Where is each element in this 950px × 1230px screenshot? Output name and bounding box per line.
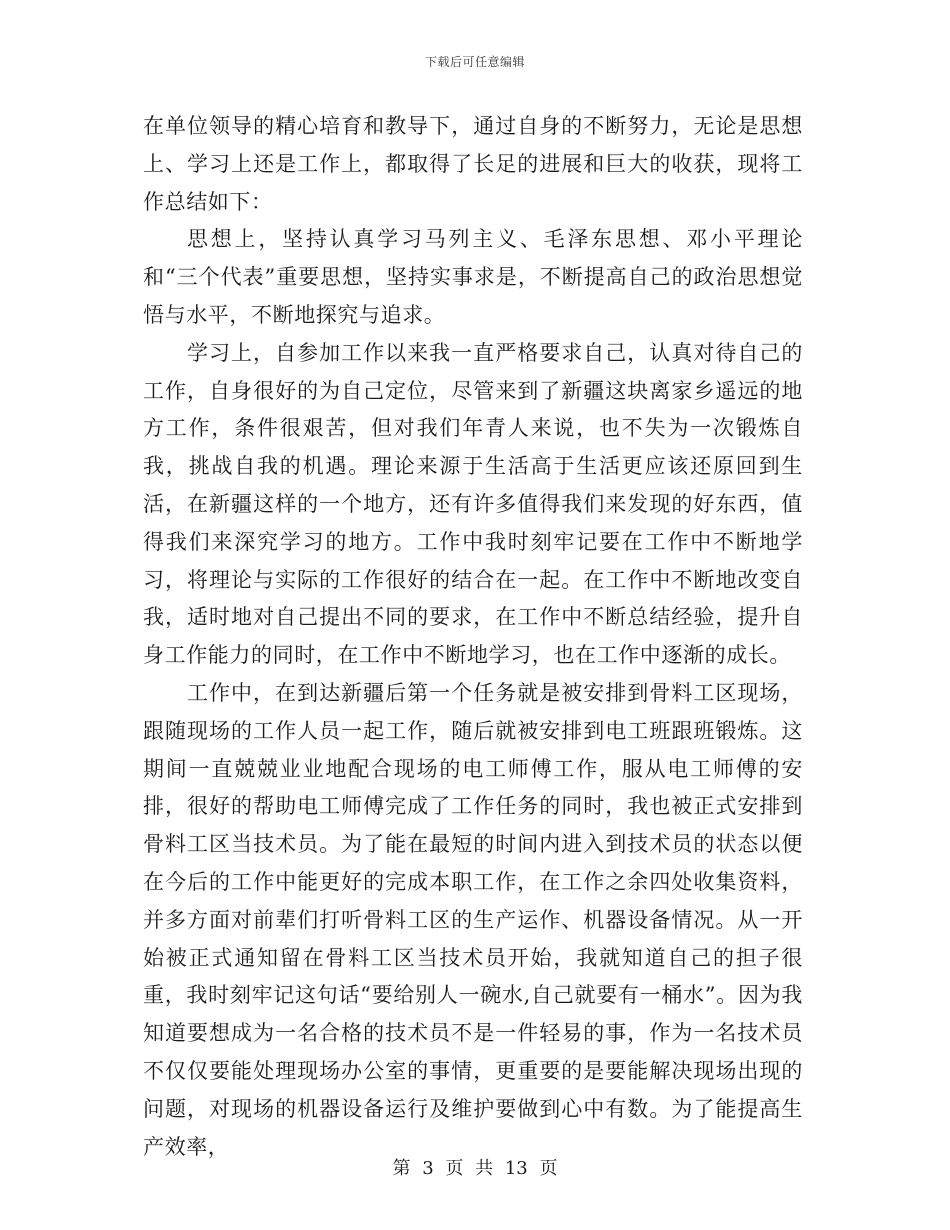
page-header: 下载后可任意编辑	[424, 55, 525, 69]
paragraph-intro: 在单位领导的精心培育和教导下，通过自身的不断努力，无论是思想上、学习上还是工作上，都取得了长足的进展和巨大的收获，现将工作总结如下：	[143, 114, 803, 214]
document-body	[143, 108, 803, 1166]
paragraph-thought: 思想上，坚持认真学习马列主义、毛泽东思想、邓小平理论和“三个代表”重要思想，坚持实事求是，不断提高自己的政治思想觉悟与水平，不断地探究与追求。	[143, 227, 803, 327]
paragraph-work: 工作中，在到达新疆后第一个任务就是被安排到骨料工区现场，跟随现场的工作人员一起工作，随后就被安排到电工班跟班锻炼。这期间一直兢兢业业地配合现场的电工师傅工作，服从电工师傅的安排，很好的帮助电工师傅完成了工作任务的同时，我也被正式安排到骨料工区当技术员。为了能在最短的时间内进入到技术员的状态以便在今后的工作中能更好的完成本职工作，在工作之余四处收集资料，并多方面对前辈们打听骨料工区的生产运作、机器设备情况。从一开始被正式通知留在骨料工区当技术员开始，我就知道自己的担子很重，我时刻牢记这句话“要给别人一碗水,自己就要有一桶水”。因为我知道要想成为一名合格的技术员不是一件轻易的事，作为一名技术员不仅仅要能处理现场办公室的事情，更重要的是要能解决现场出现的问题，对现场的机器设备运行及维护要做到心中有数。为了能提高生产效率，	[143, 680, 803, 1159]
page-footer: 第 3 页 共 13 页	[392, 1158, 558, 1179]
paragraph-study: 学习上，自参加工作以来我一直严格要求自己，认真对待自己的工作，自身很好的为自己定位，尽管来到了新疆这块离家乡遥远的地方工作，条件很艰苦，但对我们年青人来说，也不失为一次锻炼自我，挑战自我的机遇。理论来源于生活高于生活更应该还原回到生活，在新疆这样的一个地方，还有许多值得我们来发现的好东西，值得我们来深究学习的地方。工作中我时刻牢记要在工作中不断地学习，将理论与实际的工作很好的结合在一起。在工作中不断地改变自我，适时地对自己提出不同的要求，在工作中不断总结经验，提升自身工作能力的同时，在工作中不断地学习，也在工作中逐渐的成长。	[143, 340, 803, 668]
